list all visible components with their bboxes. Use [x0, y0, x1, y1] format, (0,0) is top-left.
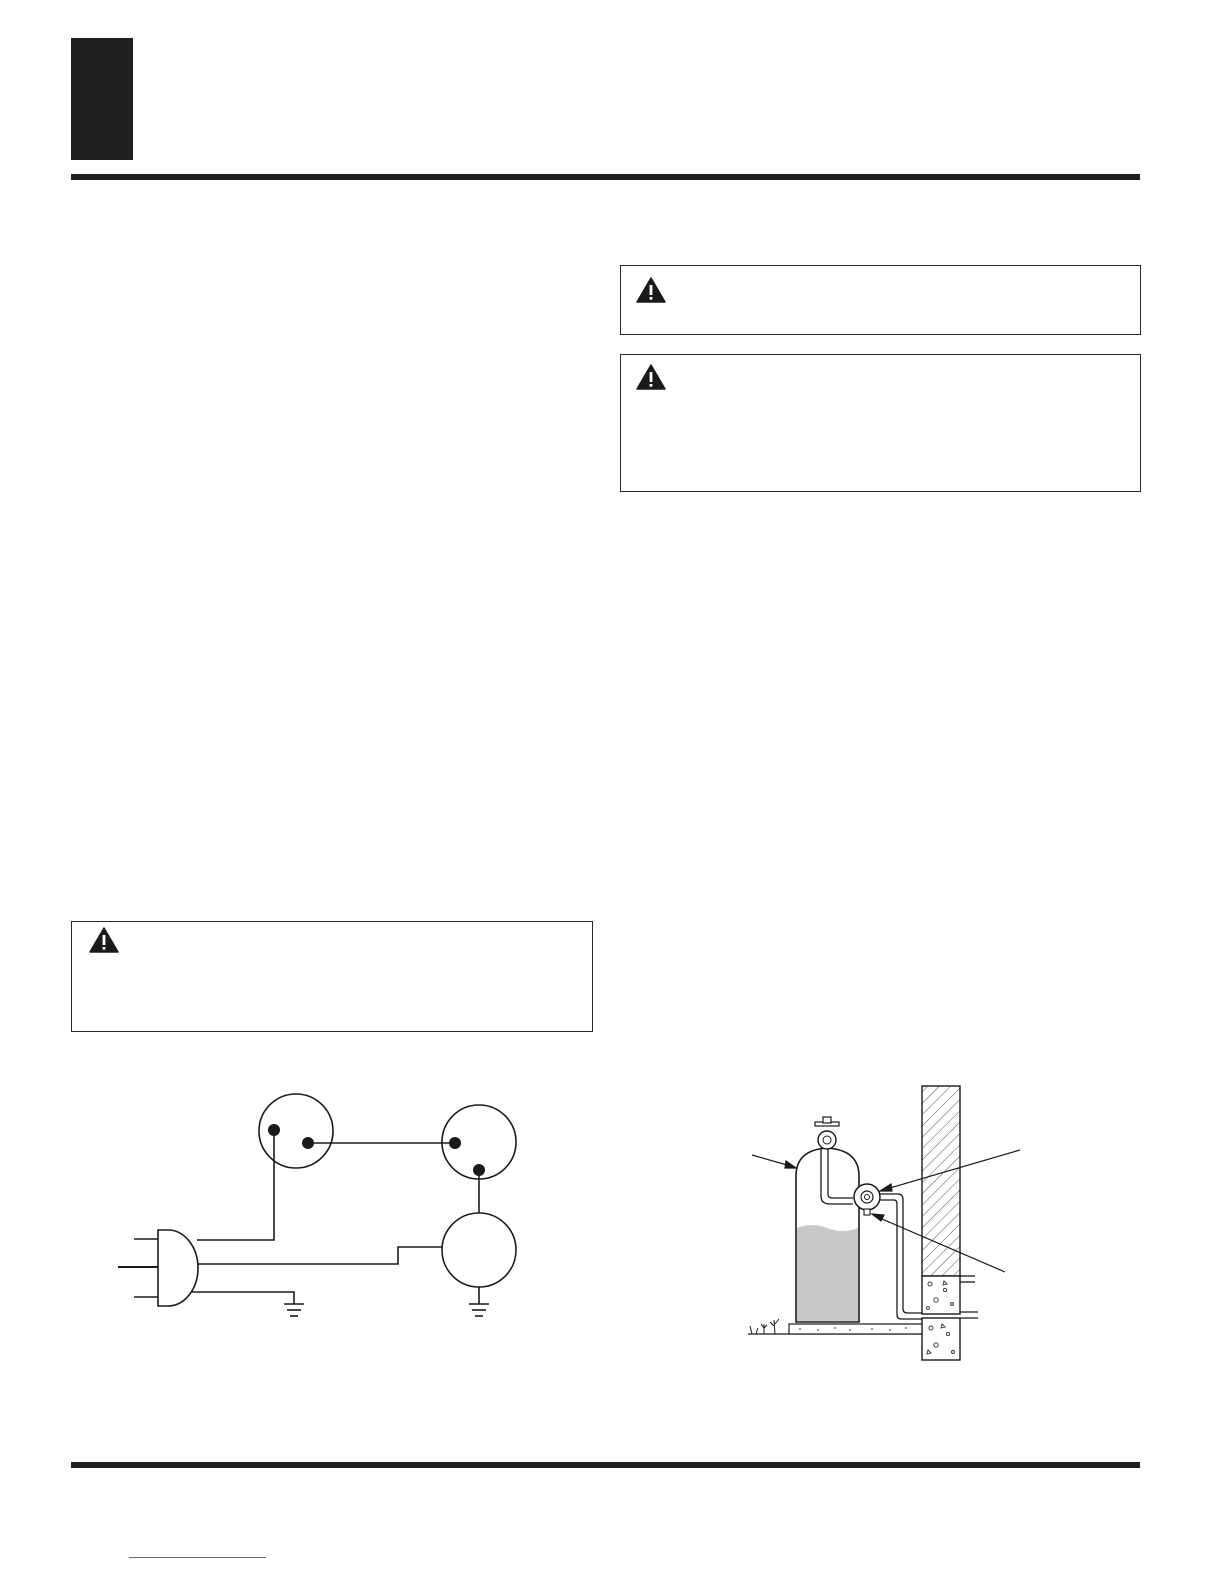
terminal-dot	[268, 1124, 280, 1136]
tank-installation-illustration	[740, 1080, 1040, 1370]
warning-triangle-icon	[636, 277, 666, 303]
wiring-diagram	[100, 1080, 540, 1330]
header-rule	[71, 174, 1140, 180]
wire-plug-to-ground	[192, 1292, 294, 1304]
terminal-dot	[302, 1137, 314, 1149]
tank-liquid-level	[797, 1225, 858, 1321]
motor-circle	[442, 1213, 516, 1287]
concrete-pad	[789, 1324, 922, 1334]
tank-valve	[818, 1131, 836, 1149]
ground-symbol-icon	[284, 1304, 304, 1316]
warning-triangle-icon	[89, 927, 119, 953]
section-tab-block	[71, 38, 133, 160]
footer-rule	[71, 1462, 1140, 1468]
warning-box-3	[71, 921, 593, 1032]
regulator	[854, 1184, 880, 1210]
warning-box-1	[620, 265, 1141, 335]
wire-plug-to-motor	[197, 1247, 442, 1264]
terminal-dot	[473, 1164, 485, 1176]
wall-foundation-upper	[922, 1276, 960, 1314]
footer-link-underline[interactable]	[129, 1557, 266, 1558]
plug-outline	[158, 1230, 198, 1306]
wall-hatched	[922, 1086, 960, 1276]
warning-triangle-icon	[636, 364, 666, 390]
terminal-dot	[449, 1137, 461, 1149]
ground-symbol-icon	[469, 1304, 489, 1316]
warning-box-2	[620, 354, 1141, 492]
